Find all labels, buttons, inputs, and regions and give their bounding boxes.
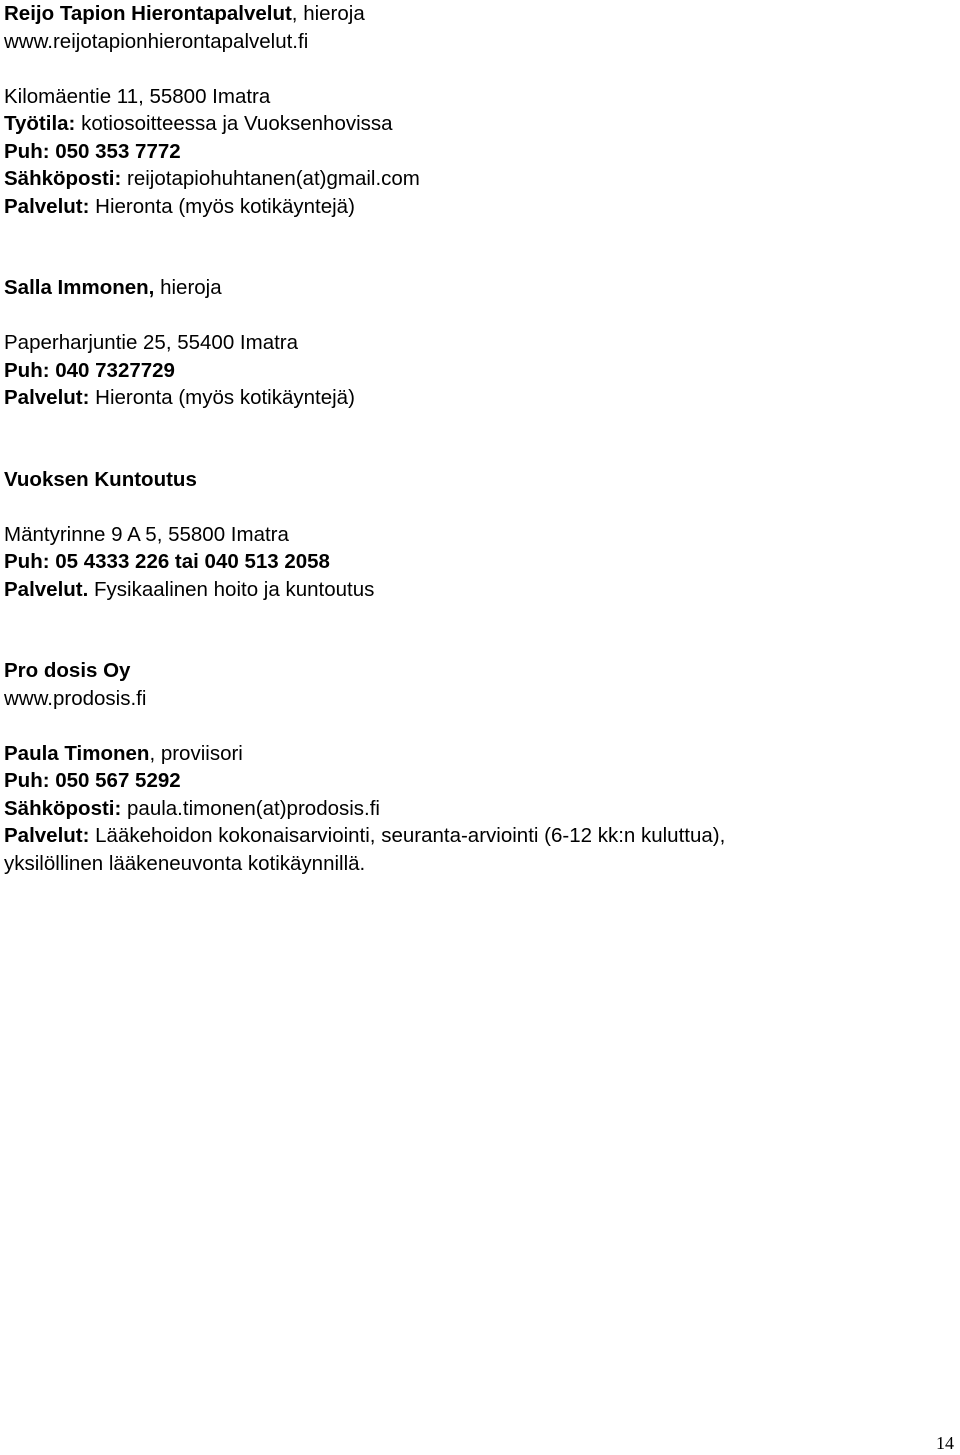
entry-phone: Puh: 050 353 7772 <box>4 139 181 163</box>
email-label: Sähköposti: <box>4 167 122 190</box>
entry-address: Paperharjuntie 25, 55400 Imatra <box>4 331 299 354</box>
entry-services-continued: yksilöllinen lääkeneuvonta kotikäynnillä. <box>4 851 366 875</box>
entry-address: Kilomäentie 11, 55800 Imatra <box>4 84 271 108</box>
entry-worksite <box>4 110 954 138</box>
services-label: Palvelut: <box>4 824 90 847</box>
entry-contact <box>4 740 954 768</box>
entry-salla-immonen <box>4 274 954 412</box>
page-number: 14 <box>936 1433 954 1453</box>
worksite-value: kotiosoitteessa ja Vuoksenhovissa <box>75 112 393 135</box>
entry-heading <box>4 274 954 302</box>
entry-pro-dosis <box>4 657 954 877</box>
services-value: Hieronta (myös kotikäyntejä) <box>89 194 355 218</box>
contact-name: Paula Timonen <box>4 741 150 765</box>
entry-email <box>4 795 954 823</box>
entry-name: Vuoksen Kuntoutus <box>4 467 197 491</box>
services-value: Fysikaalinen hoito ja kuntoutus <box>88 577 375 601</box>
worksite-label: Työtila: <box>4 112 76 135</box>
services-label: Palvelut: <box>4 194 90 218</box>
entry-services <box>4 822 954 850</box>
entry-phone: Puh: 05 4333 226 tai 040 513 2058 <box>4 550 330 573</box>
entry-name: Pro dosis Oy <box>4 659 131 682</box>
entry-name: Reijo Tapion Hierontapalvelut <box>4 2 292 25</box>
entry-phone: Puh: 040 7327729 <box>4 358 175 382</box>
entry-email <box>4 165 954 193</box>
entry-services <box>4 384 954 412</box>
entry-name: Salla Immonen, <box>4 276 155 299</box>
entry-title: hieroja <box>154 276 222 299</box>
entry-vuoksen-kuntoutus <box>4 466 954 604</box>
services-label: Palvelut: <box>4 386 90 409</box>
services-value: Hieronta (myös kotikäyntejä) <box>89 386 355 409</box>
email-value: paula.timonen(at)prodosis.fi <box>121 796 380 820</box>
entry-website: www.reijotapionhierontapalvelut.fi <box>4 29 309 53</box>
entry-services <box>4 576 954 604</box>
entry-services <box>4 193 954 221</box>
entry-website: www.prodosis.fi <box>4 686 147 710</box>
document-page <box>4 0 954 877</box>
email-value: reijotapiohuhtanen(at)gmail.com <box>121 167 420 190</box>
entry-heading <box>4 0 954 28</box>
entry-title: , hieroja <box>291 2 365 25</box>
email-label: Sähköposti: <box>4 796 122 820</box>
entry-address: Mäntyrinne 9 A 5, 55800 Imatra <box>4 522 289 546</box>
contact-role: , proviisori <box>149 741 243 765</box>
entry-phone: Puh: 050 567 5292 <box>4 769 181 792</box>
services-value: Lääkehoidon kokonaisarviointi, seuranta-arviointi (6-12 kk:n kuluttua), <box>89 824 726 847</box>
services-label: Palvelut. <box>4 577 89 601</box>
entry-reijo-tapion <box>4 0 954 220</box>
